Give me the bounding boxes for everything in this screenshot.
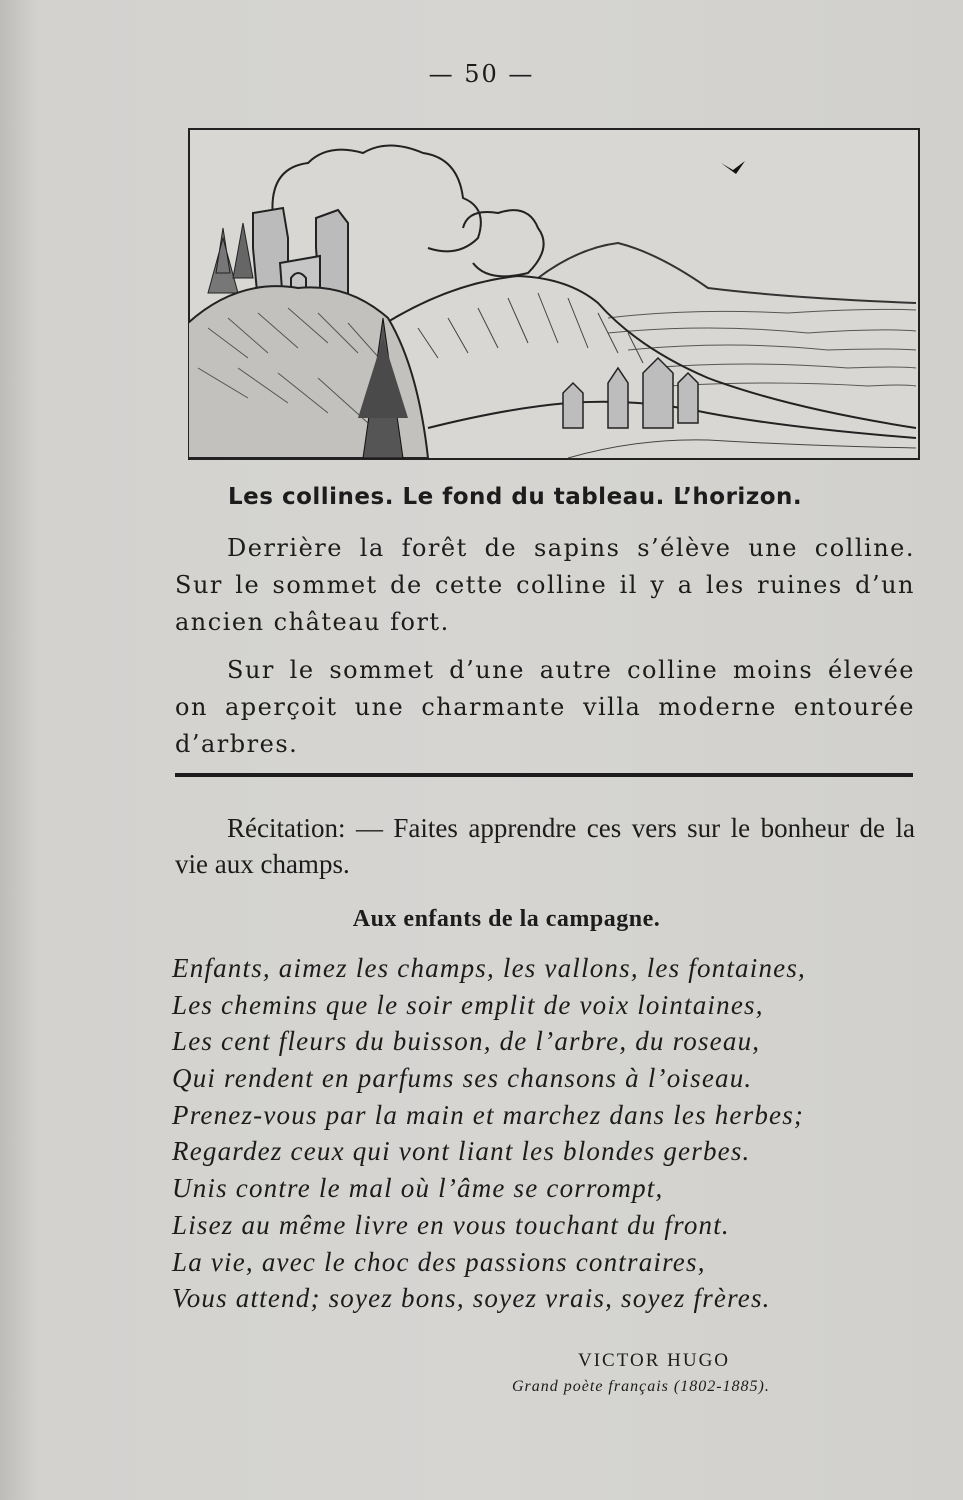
poem-title: Aux enfants de la campagne. [352, 906, 661, 932]
poem-line: Les chemins que le soir emplit de voix lointaines, [172, 989, 764, 1020]
poem-line: Unis contre le mal où l’âme se corrompt, [172, 1173, 664, 1204]
paragraph-1-text: Derrière la forêt de sapins s’élève une colline. Sur le sommet de cette colline il y a les ruines d’un ancien château fort. [175, 534, 915, 636]
illustration-caption: Les collines. Le fond du tableau. L’horizon. [228, 484, 803, 510]
poem-line: Lisez au même livre en vous touchant du front. [172, 1209, 730, 1240]
hill-castle-landscape-illustration [188, 128, 920, 460]
paragraph-1 [175, 530, 915, 641]
poem-line: Les cent fleurs du buisson, de l’arbre, du roseau, [172, 1026, 761, 1057]
poem-verses [172, 950, 922, 1317]
recitation-instruction [175, 810, 915, 882]
poem-line: Qui rendent en parfums ses chansons à l’oiseau. [172, 1063, 753, 1094]
paragraph-2 [175, 652, 915, 763]
page-number: — 50 — [428, 60, 535, 88]
poem-author: VICTOR HUGO [578, 1350, 731, 1371]
poem-line: Regardez ceux qui vont liant les blondes gerbes. [172, 1136, 751, 1167]
poem-line: Prenez-vous par la main et marchez dans les herbes; [172, 1099, 805, 1130]
section-divider [175, 773, 913, 777]
poem-line: La vie, avec le choc des passions contraires, [172, 1246, 706, 1277]
paragraph-2-text: Sur le sommet d’une autre colline moins élevée on aperçoit une charmante villa moderne entourée d’arbres. [175, 656, 915, 758]
recitation-text: Récitation: — Faites apprendre ces vers sur le bonheur de la vie aux champs. [175, 813, 915, 879]
poem-line: Enfants, aimez les champs, les vallons, les fontaines, [172, 953, 807, 983]
poem-line: Vous attend; soyez bons, soyez vrais, soyez frères. [172, 1283, 771, 1314]
poem-author-description: Grand poète français (1802-1885). [512, 1378, 770, 1395]
